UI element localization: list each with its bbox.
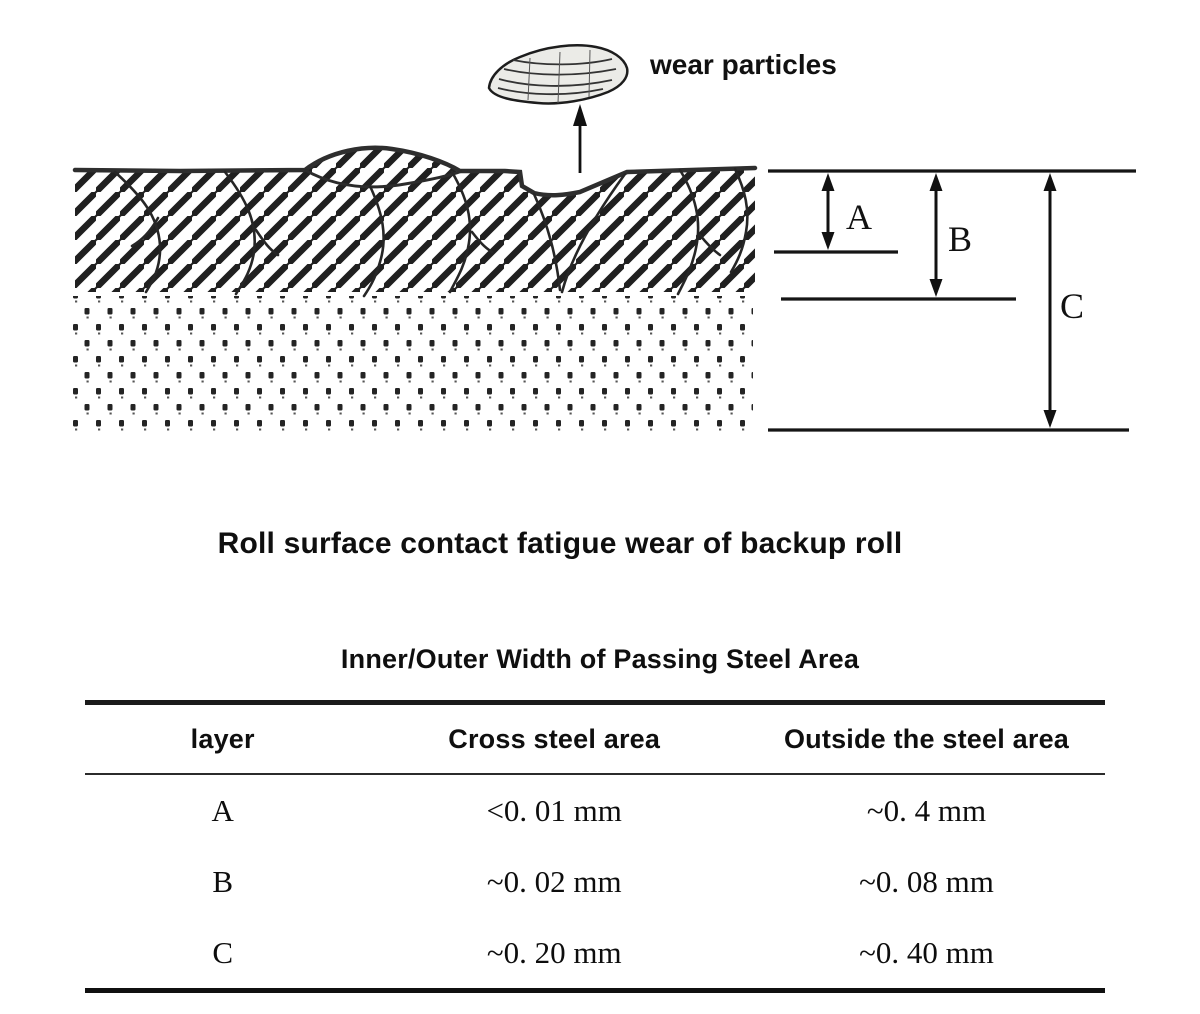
header-cell-outside-steel-area: Outside the steel area	[748, 703, 1105, 775]
wear-particles-label: wear particles	[650, 49, 837, 80]
cell-layer-b: B	[212, 863, 234, 899]
cell-cross-a: <0. 01 mm	[486, 792, 622, 828]
cell-layer-a: A	[211, 792, 234, 828]
ejection-arrow	[573, 104, 587, 173]
cell-cross-b: ~0. 02 mm	[486, 863, 622, 899]
table-row	[85, 917, 1105, 991]
roll-wear-illustration	[0, 0, 1200, 480]
table-row	[85, 774, 1105, 846]
wear-width-table	[85, 700, 1105, 993]
cell-outside-a: ~0. 4 mm	[866, 792, 987, 828]
header-cell-cross-steel-area: Cross steel area	[360, 703, 748, 775]
depth-label-b: B	[948, 219, 973, 259]
cell-outside-c: ~0. 40 mm	[859, 934, 994, 970]
table-header-row	[85, 703, 1105, 775]
cell-layer-c: C	[212, 934, 234, 970]
depth-label-a: A	[846, 197, 872, 237]
table-title: Inner/Outer Width of Passing Steel Area	[340, 644, 860, 674]
wear-particle	[489, 45, 627, 103]
table-row	[85, 846, 1105, 917]
header-cell-layer: layer	[85, 703, 360, 775]
figure-caption: Roll surface contact fatigue wear of backup roll	[217, 527, 903, 560]
cell-cross-c: ~0. 20 mm	[486, 934, 622, 970]
cell-outside-b: ~0. 08 mm	[859, 863, 994, 899]
stippled-layer	[72, 296, 753, 432]
depth-label-c: C	[1060, 286, 1085, 326]
